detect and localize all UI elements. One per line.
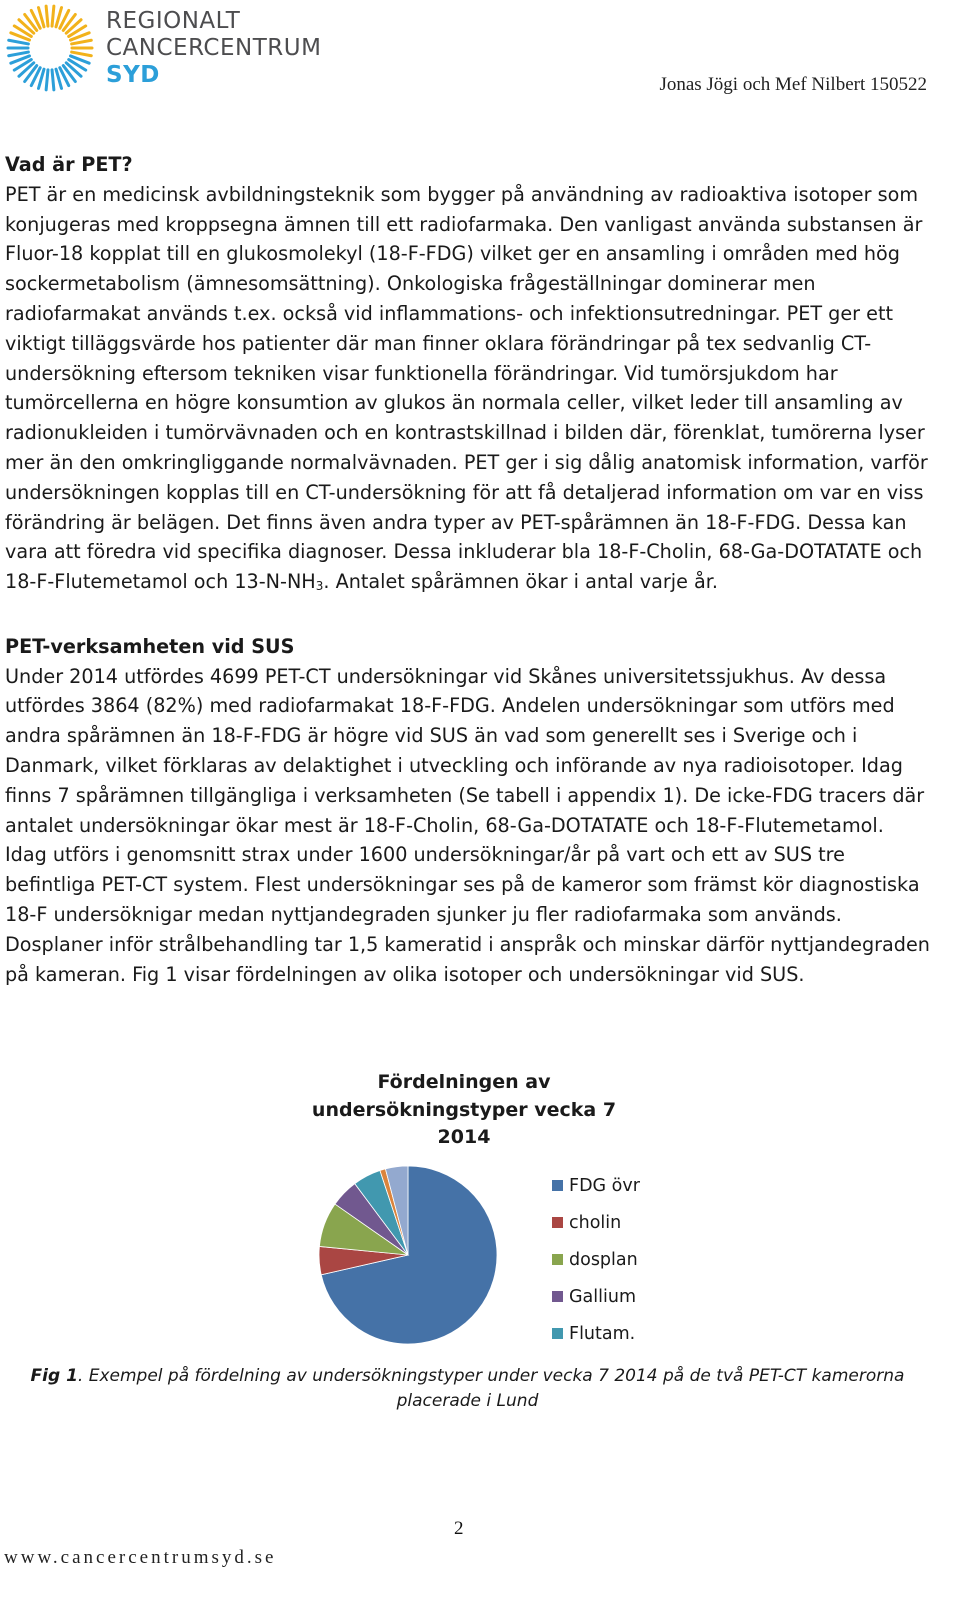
logo-ray — [46, 6, 48, 26]
chart-legend — [552, 1167, 640, 1352]
logo-ray — [9, 40, 29, 44]
legend-label: Flutam. — [569, 1323, 636, 1344]
logo-text — [106, 8, 321, 89]
section-heading-sus: PET-verksamheten vid SUS — [5, 634, 295, 658]
legend-swatch — [552, 1328, 563, 1339]
paragraph-sus: Under 2014 utfördes 4699 PET-CT undersökningar vid Skånes universitetssjukhus. Av dessa utfördes 3864 (82%) med radiofarmakat 18-F-FDG. Andelen undersökningar som utförs med andra spårämnen än 18-F-FDG är högre vid SUS än vad som generellt ses i Sverige och i Danmark, vilket förklaras av delaktighet i utveckling och införande av nya radioisotoper. Idag finns 7 spårämnen tillgängliga i verksamheten (Se tabell i appendix 1). De icke-FDG tracers där antalet undersökningar ökar mest är 18-F-Cholin, 68-Ga-DOTATATE och 18-F-Flutemetamol. Idag utförs i genomsnitt strax under 1600 undersökningar/år på vart och ett av SUS tre befintliga PET-CT system. Flest undersökningar ses på de kameror som främst kör diagnostiska 18-F undersöknigar medan nyttjandegraden sjunker ju fler radiofarmaka som används. Dosplaner inför strålbehandling tar 1,5 kameratid i anspråk och minskar därför nyttjandegraden på kameran. Fig 1 visar fördelningen av olika isotoper och undersökningar vid SUS. — [5, 664, 930, 986]
subscript-3: 3 — [315, 579, 324, 594]
legend-item — [552, 1167, 640, 1204]
logo-sun-icon — [4, 2, 104, 97]
legend-label: FDG övr — [569, 1175, 640, 1196]
chart-title-line-3: 2014 — [437, 1126, 491, 1148]
caption-text: . Exempel på fördelning av undersökningstyper under vecka 7 2014 på de två PET-CT kamerorna placerade i Lund — [77, 1366, 905, 1411]
logo-ray — [52, 6, 54, 26]
logo-line-2: CANCERCENTRUM — [106, 35, 322, 61]
footer-url: www.cancercentrumsyd.se — [4, 1547, 277, 1568]
legend-swatch — [552, 1180, 563, 1191]
legend-label: Gallium — [569, 1286, 637, 1307]
chart-title-line-1: Fördelningen av — [377, 1071, 551, 1093]
logo-ray — [72, 52, 92, 56]
logo-ray — [52, 70, 54, 90]
legend-item — [552, 1204, 640, 1241]
pie-chart — [300, 1150, 540, 1360]
logo-line-3: SYD — [106, 62, 160, 88]
legend-item — [552, 1278, 640, 1315]
section-heading-pet: Vad är PET? — [5, 153, 133, 176]
logo-ray — [72, 40, 92, 44]
legend-label: dosplan — [569, 1249, 638, 1270]
page-number: 2 — [454, 1518, 464, 1539]
legend-item — [552, 1315, 640, 1352]
figure-caption — [5, 1364, 930, 1414]
logo-ray — [9, 52, 29, 56]
caption-label: Fig 1 — [30, 1366, 78, 1386]
paragraph-pet-text: PET är en medicinsk avbildningsteknik som bygger på användning av radioaktiva isotoper som konjugeras med kroppsegna ämnen till ett radiofarmaka. Den vanligast använda substansen är Fluor-18 kopplat till en glukosmolekyl (18-F-FDG) vilket ger en ansamling i områden med hög sockermetabolism (ämnesomsättning). Onkologiska frågeställningar dominerar men radiofarmakat används t.ex. också vid inflammations- och infektionsutredningar. PET ger ett viktigt tilläggsvärde hos patienter där man finner oklara förändringar på tex sedvanlig CT-undersökning eftersom tekniken visar funktionella förändringar. Vid tumörsjukdom har tumörcellerna en högre konsumtion av glukos än normala celler, vilket leder till ansamling av radionukleiden i tumörvävnaden och en kontrastskillnad i bilden där, förenklat, tumörerna lyser mer än den omkringliggande normalvävnaden. PET ger i sig dålig anatomisk information, varför undersökningen kopplas till en CT-undersökning för att få detaljerad information om var en viss förändring är belägen. Det finns även andra typer av PET-spårämnen än 18-F-FDG. Dessa kan vara att föredra vid specifika diagnoser. Dessa inkluderar bla 18-F-Cholin, 68-Ga-DOTATATE och 18-F-Flutemetamol och 13-N-NH — [5, 182, 928, 594]
logo — [4, 2, 324, 97]
logo-line-1: REGIONALT — [106, 8, 241, 34]
legend-swatch — [552, 1291, 563, 1302]
paragraph-pet-end: . Antalet spårämnen ökar i antal varje år. — [323, 570, 718, 594]
logo-ray — [46, 70, 48, 90]
legend-item — [552, 1241, 640, 1278]
paragraph-pet — [5, 180, 930, 602]
author-date: Jonas Jögi och Mef Nilbert 150522 — [659, 74, 927, 95]
chart-title-line-2: undersökningstyper vecka 7 — [311, 1098, 617, 1121]
legend-label: cholin — [569, 1212, 622, 1233]
chart-title — [300, 1069, 628, 1152]
legend-swatch — [552, 1217, 563, 1228]
document-body — [5, 150, 930, 989]
legend-swatch — [552, 1254, 563, 1265]
